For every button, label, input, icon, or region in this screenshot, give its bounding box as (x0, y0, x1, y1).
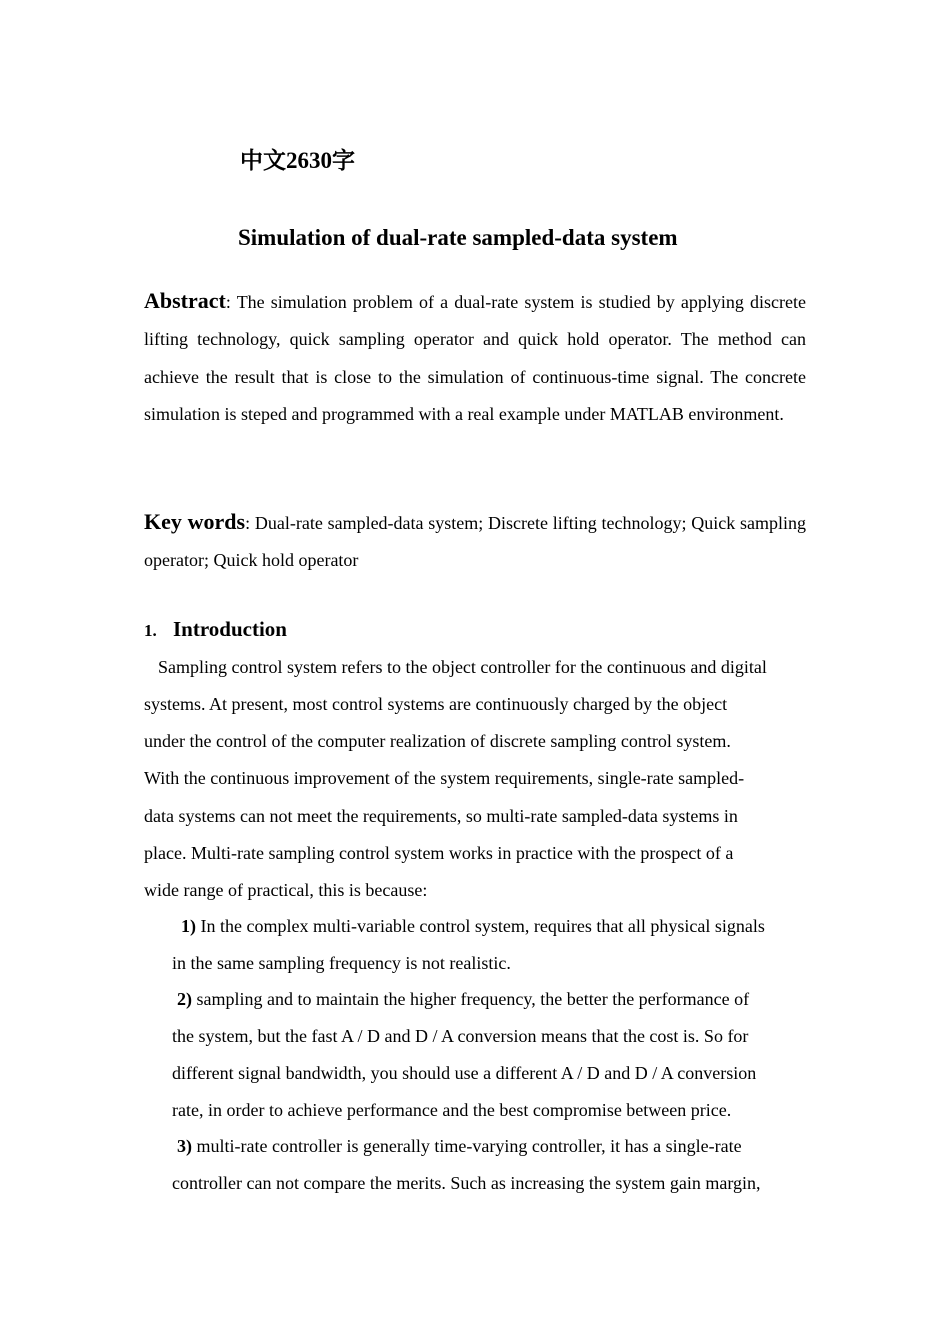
list-item-3-line (177, 1133, 742, 1159)
list-item-marker: 2) (177, 989, 192, 1009)
keywords-separator: : (245, 513, 255, 533)
section-heading-introduction (144, 612, 287, 649)
list-item-1-line: in the same sampling frequency is not realistic. (172, 953, 511, 973)
list-item-2-line (177, 986, 749, 1012)
list-item-marker: 3) (177, 1136, 192, 1156)
intro-line: Sampling control system refers to the object controller for the continuous and digital (158, 657, 767, 677)
keywords-label: Key words (144, 509, 246, 534)
section-title: Introduction (173, 617, 287, 641)
list-item-marker: 1) (181, 916, 196, 936)
list-item-1-line (181, 913, 765, 939)
intro-line: systems. At present, most control systems are continuously charged by the object (144, 694, 728, 714)
list-item-text: sampling and to maintain the higher frequency, the better the performance of (196, 989, 750, 1009)
section-number: 1. (144, 621, 157, 640)
intro-line: under the control of the computer realization of discrete sampling control system. (144, 731, 731, 751)
keywords-text: Dual-rate sampled-data system; Discrete lifting technology; Quick sampling operator; Quick hold operator (144, 513, 806, 571)
intro-line: data systems can not meet the requirements, so multi-rate sampled-data systems in (144, 806, 738, 826)
intro-line: With the continuous improvement of the system requirements, single-rate sampled- (144, 768, 745, 788)
abstract-separator: : (225, 292, 237, 312)
list-item-3-line: controller can not compare the merits. Such as increasing the system gain margin, (172, 1173, 761, 1193)
paper-title: Simulation of dual-rate sampled-data system (238, 225, 678, 250)
intro-line: wide range of practical, this is because: (144, 880, 428, 900)
keywords-paragraph (144, 503, 806, 580)
intro-line: place. Multi-rate sampling control system works in practice with the prospect of a (144, 843, 734, 863)
abstract-paragraph (144, 282, 806, 433)
list-item-text: multi-rate controller is generally time-varying controller, it has a single-rate (196, 1136, 742, 1156)
abstract-label: Abstract (144, 288, 226, 313)
list-item-2-line: the system, but the fast A / D and D / A conversion means that the cost is. So for (172, 1026, 749, 1046)
list-item-2-line: different signal bandwidth, you should use a different A / D and D / A conversion (172, 1063, 757, 1083)
list-item-2-line: rate, in order to achieve performance and the best compromise between price. (172, 1100, 732, 1120)
word-count-heading: 中文2630字 (240, 148, 355, 173)
abstract-text: The simulation problem of a dual-rate system is studied by applying discrete lifting technology, quick sampling operator and quick hold operator. The method can achieve the result that is close to the simulation of continuous-time signal. The concrete simulation is steped and programmed with a real example under MATLAB environment. (144, 292, 806, 424)
list-item-text: In the complex multi-variable control system, requires that all physical signals (200, 916, 765, 936)
